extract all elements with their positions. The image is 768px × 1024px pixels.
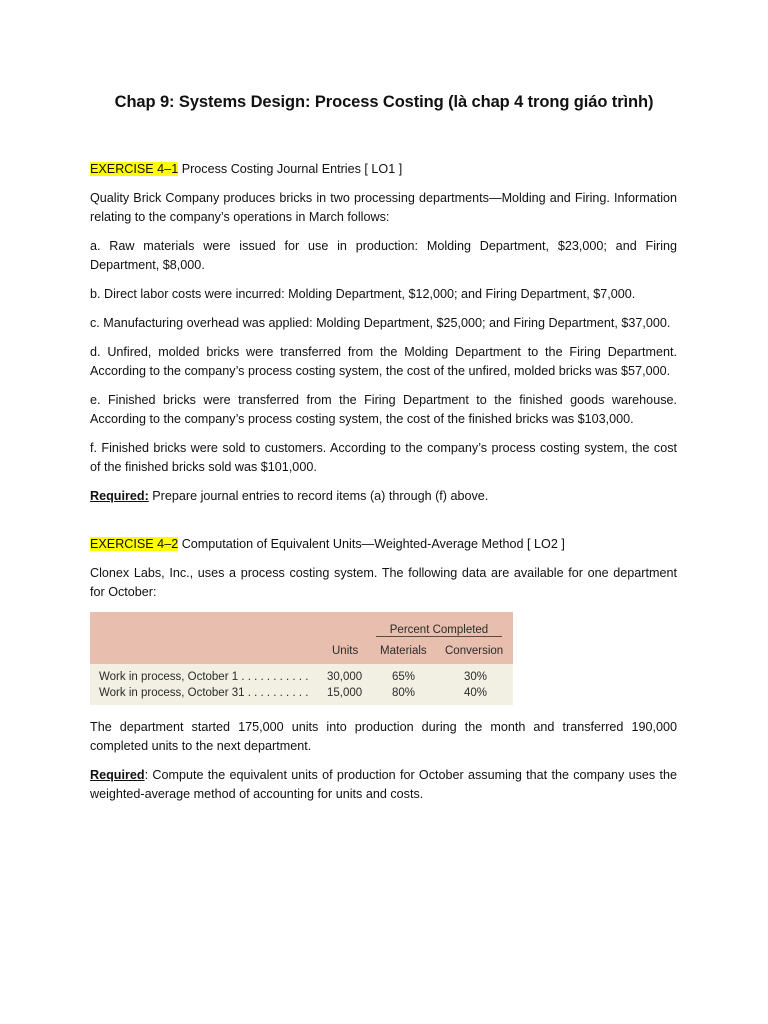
table-col-materials: Materials (380, 645, 427, 657)
table-row-label: Work in process, October 1 . . . . . . . . . . . (99, 671, 309, 683)
exercise-2-title: Computation of Equivalent Units—Weighted-Average Method [ LO2 ] (178, 537, 565, 551)
table-cell-units: 30,000 (327, 671, 363, 683)
exercise-1-item-f: f. Finished bricks were sold to customers. According to the company’s process costing system, the cost of the finished bricks sold was $101,000. (90, 441, 677, 474)
table-body (90, 664, 513, 705)
exercise-1-title: Process Costing Journal Entries [ LO1 ] (178, 162, 403, 176)
exercise-1-heading (90, 160, 677, 179)
table-row-label: Work in process, October 31 . . . . . . . . . . (99, 687, 309, 699)
document-body (90, 160, 677, 814)
exercise-1-required-text: Prepare journal entries to record items (a) through (f) above. (148, 489, 489, 503)
table-cell-materials: 80% (392, 687, 416, 699)
section-gap (90, 516, 677, 535)
exercise-1-required-label: Required: (90, 489, 149, 503)
exercise-2-required (90, 766, 677, 804)
data-table-image (90, 612, 513, 705)
table-group-underline (376, 636, 502, 637)
exercise-2-required-label: Required (90, 768, 145, 782)
exercise-1-intro: Quality Brick Company produces bricks in two processing departments—Molding and Firing. Information relating to the company’s operations in March follows: (90, 191, 677, 224)
exercise-2-after-table: The department started 175,000 units into production during the month and transferred 190,000 completed units to the next department. (90, 720, 677, 753)
document-title: Chap 9: Systems Design: Process Costing (là chap 4 trong giáo trình) (114, 93, 654, 111)
exercise-1-tag: EXERCISE 4–1 (90, 162, 179, 176)
exercise-2-intro: Clonex Labs, Inc., uses a process costing system. The following data are available for one department for October: (90, 566, 677, 599)
exercise-2-heading (90, 535, 677, 554)
table-row (99, 684, 509, 700)
table-header (90, 612, 513, 664)
table-cell-conversion: 30% (464, 671, 488, 683)
exercise-1-item-a: a. Raw materials were issued for use in production: Molding Department, $23,000; and Firing Department, $8,000. (90, 239, 677, 272)
exercise-1-required (90, 487, 677, 506)
exercise-1-item-c: c. Manufacturing overhead was applied: Molding Department, $25,000; and Firing Department, $37,000. (90, 316, 671, 330)
exercise-2-tag: EXERCISE 4–2 (90, 537, 179, 551)
table-col-conversion: Conversion (445, 645, 504, 657)
exercise-1-item-e: e. Finished bricks were transferred from the Firing Department to the finished goods warehouse. According to the company’s process costing system, the cost of the finished bricks was $103,000. (90, 393, 677, 426)
table-row (99, 668, 509, 684)
exercise-1-item-b: b. Direct labor costs were incurred: Molding Department, $12,000; and Firing Department, $7,000. (90, 287, 636, 301)
table-cell-units: 15,000 (327, 687, 363, 699)
exercise-1-item-d: d. Unfired, molded bricks were transferred from the Molding Department to the Firing Department. According to the company’s process costing system, the cost of the unfired, molded bricks was $57,000. (90, 345, 677, 378)
table-cell-materials: 65% (392, 671, 416, 683)
table-cell-conversion: 40% (464, 687, 488, 699)
exercise-2-required-text: : Compute the equivalent units of production for October assuming that the company uses the weighted-average method of accounting for units and costs. (90, 768, 677, 801)
table-group-header: Percent Completed (389, 624, 489, 636)
table-col-units: Units (332, 645, 359, 657)
